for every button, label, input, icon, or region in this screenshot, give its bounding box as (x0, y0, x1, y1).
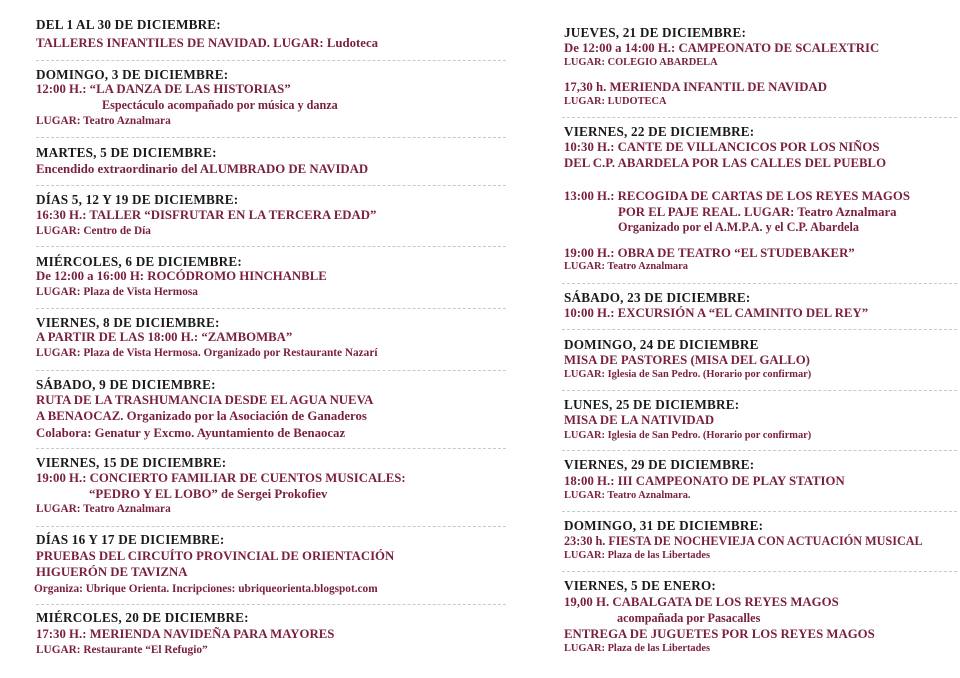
event-detail: 13:00 H.: RECOGIDA DE CARTAS DE LOS REYES MAGOS (564, 189, 910, 203)
event-date-heading: VIERNES, 29 DE DICIEMBRE: (564, 457, 755, 472)
event-detail: 10:00 H.: EXCURSIÓN A “EL CAMINITO DEL REY” (564, 306, 869, 320)
event-date-heading: DOMINGO, 3 DE DICIEMBRE: (36, 67, 229, 82)
event-detail: PRUEBAS DEL CIRCUÍTO PROVINCIAL DE ORIENTACIÓN (36, 549, 395, 563)
event-detail: HIGUERÓN DE TAVIZNA (36, 565, 188, 579)
section-divider (562, 390, 957, 391)
event-detail: De 12:00 a 14:00 H.: CAMPEONATO DE SCALEXTRIC (564, 41, 880, 55)
section-divider (36, 370, 506, 371)
event-venue: LUGAR: Teatro Aznalmara. (564, 490, 691, 501)
event-date-heading: DÍAS 5, 12 Y 19 DE DICIEMBRE: (36, 192, 239, 207)
event-detail: 16:30 H.: TALLER “DISFRUTAR EN LA TERCERA EDAD” (36, 208, 377, 222)
event-venue: LUGAR: Plaza de las Libertades (564, 643, 711, 654)
event-detail: A BENAOCAZ. Organizado por la Asociación de Ganaderos (36, 409, 367, 423)
event-venue: LUGAR: Plaza de Vista Hermosa. Organizado por Restaurante Nazarí (36, 347, 378, 359)
event-date-heading: MARTES, 5 DE DICIEMBRE: (36, 145, 217, 160)
event-venue: LUGAR: Teatro Aznalmara (36, 115, 171, 127)
section-divider (36, 526, 506, 527)
event-date-heading: DOMINGO, 24 DE DICIEMBRE (564, 337, 759, 352)
event-detail: 19:00 H.: CONCIERTO FAMILIAR DE CUENTOS MUSICALES: (36, 471, 406, 485)
event-detail: acompañada por Pasacalles (617, 611, 761, 625)
event-detail: 19:00 H.: OBRA DE TEATRO “EL STUDEBAKER” (564, 246, 855, 260)
event-venue: LUGAR: COLEGIO ABARDELA (564, 57, 718, 68)
event-detail: “PEDRO Y EL LOBO” de Sergei Prokofiev (89, 487, 328, 501)
section-divider (36, 604, 506, 605)
event-detail: RUTA DE LA TRASHUMANCIA DESDE EL AGUA NUEVA (36, 393, 374, 407)
event-date-heading: VIERNES, 15 DE DICIEMBRE: (36, 455, 227, 470)
event-date-heading: DÍAS 16 Y 17 DE DICIEMBRE: (36, 532, 225, 547)
event-venue: LUGAR: Iglesia de San Pedro. (Horario por confirmar) (564, 369, 812, 380)
event-date-heading: JUEVES, 21 DE DICIEMBRE: (564, 25, 747, 40)
section-divider (562, 571, 957, 572)
event-date-heading: DEL 1 AL 30 DE DICIEMBRE: (36, 17, 221, 32)
event-venue: LUGAR: Plaza de las Libertades (564, 550, 711, 561)
event-detail: TALLERES INFANTILES DE NAVIDAD. LUGAR: Ludoteca (36, 36, 379, 50)
event-date-heading: VIERNES, 5 DE ENERO: (564, 578, 717, 593)
event-detail: Espectáculo acompañado por música y danza (102, 98, 338, 112)
section-divider (562, 329, 957, 330)
section-divider (562, 283, 957, 284)
event-organizer: Organizado por el A.M.P.A. y el C.P. Abardela (618, 220, 859, 234)
event-date-heading: SÁBADO, 23 DE DICIEMBRE: (564, 290, 751, 305)
event-venue: LUGAR: Restaurante “El Refugio” (36, 644, 208, 656)
section-divider (36, 448, 506, 449)
event-detail: DEL C.P. ABARDELA POR LAS CALLES DEL PUEBLO (564, 156, 887, 170)
event-detail: 12:00 H.: “LA DANZA DE LAS HISTORIAS” (36, 82, 291, 96)
event-detail: A PARTIR DE LAS 18:00 H.: “ZAMBOMBA” (36, 330, 293, 344)
section-divider (36, 308, 506, 309)
event-date-heading: LUNES, 25 DE DICIEMBRE: (564, 397, 740, 412)
event-date-heading: VIERNES, 22 DE DICIEMBRE: (564, 124, 755, 139)
event-venue: LUGAR: Teatro Aznalmara (564, 261, 688, 272)
event-date-heading: VIERNES, 8 DE DICIEMBRE: (36, 315, 220, 330)
section-divider (36, 137, 506, 138)
event-detail: 23:30 h. FIESTA DE NOCHEVIEJA CON ACTUACIÓN MUSICAL (564, 534, 923, 548)
event-venue: LUGAR: Iglesia de San Pedro. (Horario por confirmar) (564, 430, 812, 441)
event-date-heading: MIÉRCOLES, 20 DE DICIEMBRE: (36, 610, 249, 625)
event-venue: LUGAR: Plaza de Vista Hermosa (36, 286, 198, 298)
event-detail: 19,00 H. CABALGATA DE LOS REYES MAGOS (564, 595, 839, 609)
section-divider (562, 450, 957, 451)
event-detail: 18:00 H.: III CAMPEONATO DE PLAY STATION (564, 474, 845, 488)
section-divider (36, 246, 506, 247)
section-divider (36, 60, 506, 61)
event-venue: LUGAR: Centro de Día (36, 225, 151, 237)
event-detail: MISA DE LA NATIVIDAD (564, 413, 715, 427)
event-organizer: Organiza: Ubrique Orienta. Incripciones: ubriqueorienta.blogspot.com (34, 583, 378, 595)
event-detail: 10:30 H.: CANTE DE VILLANCICOS POR LOS NIÑOS (564, 140, 880, 154)
event-detail: ENTREGA DE JUGUETES POR LOS REYES MAGOS (564, 627, 875, 641)
event-date-heading: SÁBADO, 9 DE DICIEMBRE: (36, 377, 216, 392)
event-detail: MISA DE PASTORES (MISA DEL GALLO) (564, 353, 810, 367)
section-divider (562, 511, 957, 512)
section-divider (36, 185, 506, 186)
event-detail: Colabora: Genatur y Excmo. Ayuntamiento de Benaocaz (36, 426, 346, 440)
event-detail: Encendido extraordinario del ALUMBRADO DE NAVIDAD (36, 162, 369, 176)
event-venue: LUGAR: LUDOTECA (564, 96, 667, 107)
section-divider (562, 117, 957, 118)
event-date-heading: DOMINGO, 31 DE DICIEMBRE: (564, 518, 764, 533)
event-date-heading: MIÉRCOLES, 6 DE DICIEMBRE: (36, 254, 242, 269)
event-detail: De 12:00 a 16:00 H: ROCÓDROMO HINCHANBLE (36, 269, 327, 283)
event-detail: POR EL PAJE REAL. LUGAR: Teatro Aznalmara (618, 205, 897, 219)
event-detail: 17:30 H.: MERIENDA NAVIDEÑA PARA MAYORES (36, 627, 335, 641)
event-detail: 17,30 h. MERIENDA INFANTIL DE NAVIDAD (564, 80, 827, 94)
event-venue: LUGAR: Teatro Aznalmara (36, 503, 171, 515)
